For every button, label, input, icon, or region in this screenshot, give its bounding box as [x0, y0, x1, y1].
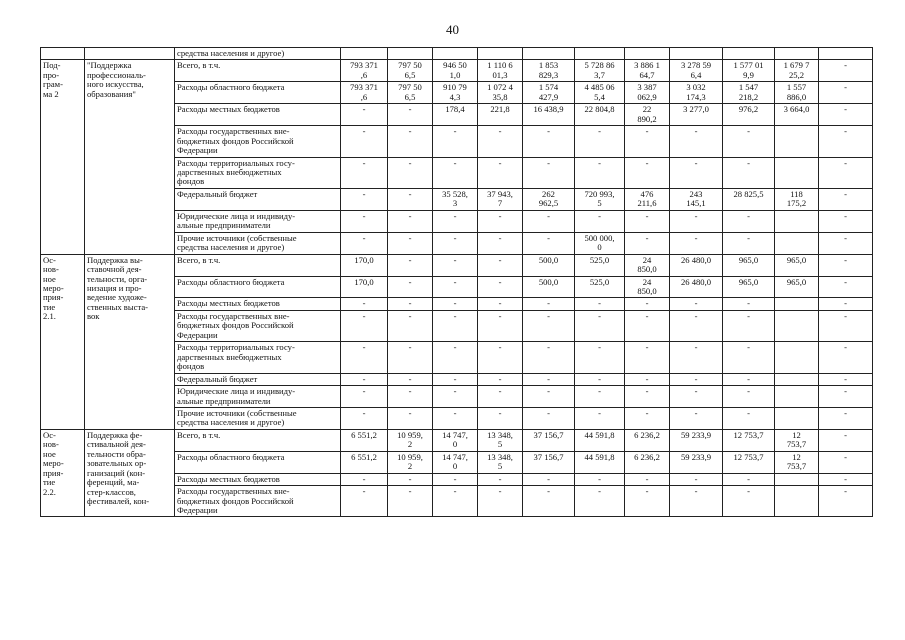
- amount-cell: 720 993, 5: [575, 188, 625, 210]
- amount-cell: -: [625, 157, 670, 188]
- amount-cell: 16 438,9: [523, 104, 575, 126]
- amount-cell: 3 278 59 6,4: [670, 60, 723, 82]
- amount-cell: -: [819, 407, 873, 429]
- amount-cell: -: [341, 386, 388, 408]
- amount-cell: [775, 407, 819, 429]
- amount-cell: -: [523, 310, 575, 341]
- amount-cell: 221,8: [478, 104, 523, 126]
- amount-cell: 1 110 6 01,3: [478, 60, 523, 82]
- amount-cell: -: [523, 407, 575, 429]
- amount-cell: -: [388, 298, 433, 310]
- amount-cell: -: [723, 232, 775, 254]
- amount-cell: -: [433, 373, 478, 385]
- table-row: [41, 429, 873, 451]
- amount-cell: -: [819, 104, 873, 126]
- amount-cell: -: [478, 232, 523, 254]
- amount-cell: -: [670, 310, 723, 341]
- amount-cell: 793 371 ,6: [341, 82, 388, 104]
- amount-cell: -: [388, 157, 433, 188]
- amount-cell: -: [670, 373, 723, 385]
- amount-cell: -: [575, 473, 625, 485]
- amount-cell: -: [670, 232, 723, 254]
- amount-cell: -: [478, 386, 523, 408]
- amount-cell: 12 753,7: [775, 429, 819, 451]
- amount-cell: 35 528, 3: [433, 188, 478, 210]
- amount-cell: -: [723, 486, 775, 517]
- amount-cell: -: [433, 473, 478, 485]
- amount-cell: -: [523, 342, 575, 373]
- amount-cell: 59 233,9: [670, 451, 723, 473]
- amount-cell: [775, 373, 819, 385]
- amount-cell: [575, 48, 625, 60]
- amount-cell: 44 591,8: [575, 451, 625, 473]
- amount-cell: 22 804,8: [575, 104, 625, 126]
- amount-cell: -: [819, 373, 873, 385]
- amount-cell: -: [523, 298, 575, 310]
- table-row: [41, 254, 873, 276]
- amount-cell: 797 50 6,5: [388, 82, 433, 104]
- program-code-cell: Ос- нов- ное меро- прия- тие 2.1.: [41, 254, 85, 429]
- amount-cell: [775, 126, 819, 157]
- amount-cell: -: [341, 486, 388, 517]
- amount-cell: 14 747, 0: [433, 429, 478, 451]
- program-name-cell: [85, 48, 175, 60]
- amount-cell: 118 175,2: [775, 188, 819, 210]
- amount-cell: [775, 232, 819, 254]
- amount-cell: -: [523, 373, 575, 385]
- funding-source-cell: Расходы местных бюджетов: [175, 298, 341, 310]
- table-row: [41, 60, 873, 82]
- amount-cell: 1 679 7 25,2: [775, 60, 819, 82]
- amount-cell: [775, 486, 819, 517]
- amount-cell: -: [341, 407, 388, 429]
- budget-table: [40, 47, 873, 517]
- amount-cell: -: [523, 473, 575, 485]
- amount-cell: -: [625, 126, 670, 157]
- amount-cell: -: [575, 298, 625, 310]
- amount-cell: 965,0: [723, 276, 775, 298]
- amount-cell: -: [388, 342, 433, 373]
- amount-cell: -: [625, 373, 670, 385]
- program-code-cell: Ос- нов- ное меро- прия- тие 2.2.: [41, 429, 85, 517]
- amount-cell: -: [575, 373, 625, 385]
- amount-cell: -: [433, 232, 478, 254]
- amount-cell: [523, 48, 575, 60]
- amount-cell: -: [723, 473, 775, 485]
- amount-cell: 500,0: [523, 254, 575, 276]
- amount-cell: 24 850,0: [625, 254, 670, 276]
- amount-cell: -: [478, 373, 523, 385]
- amount-cell: 965,0: [775, 254, 819, 276]
- amount-cell: -: [575, 407, 625, 429]
- amount-cell: [819, 48, 873, 60]
- amount-cell: -: [670, 407, 723, 429]
- amount-cell: 13 348, 5: [478, 451, 523, 473]
- amount-cell: -: [819, 157, 873, 188]
- amount-cell: -: [819, 232, 873, 254]
- amount-cell: -: [723, 386, 775, 408]
- amount-cell: -: [575, 157, 625, 188]
- program-code-cell: Под- про- грам- ма 2: [41, 60, 85, 254]
- amount-cell: -: [819, 310, 873, 341]
- amount-cell: [775, 473, 819, 485]
- amount-cell: 243 145,1: [670, 188, 723, 210]
- amount-cell: [775, 157, 819, 188]
- funding-source-cell: Юридические лица и индивиду- альные предприниматели: [175, 210, 341, 232]
- amount-cell: [433, 48, 478, 60]
- amount-cell: -: [523, 210, 575, 232]
- page-number: 40: [446, 22, 459, 37]
- amount-cell: 178,4: [433, 104, 478, 126]
- amount-cell: -: [341, 188, 388, 210]
- funding-source-cell: Расходы областного бюджета: [175, 82, 341, 104]
- amount-cell: -: [819, 188, 873, 210]
- funding-source-cell: Расходы государственных вне- бюджетных фондов Российской Федерации: [175, 310, 341, 341]
- amount-cell: -: [670, 157, 723, 188]
- amount-cell: -: [388, 276, 433, 298]
- funding-source-cell: Прочие источники (собственные средства населения и другое): [175, 407, 341, 429]
- amount-cell: -: [723, 310, 775, 341]
- amount-cell: -: [819, 451, 873, 473]
- amount-cell: -: [523, 157, 575, 188]
- amount-cell: -: [670, 342, 723, 373]
- amount-cell: 10 959, 2: [388, 451, 433, 473]
- amount-cell: -: [625, 342, 670, 373]
- amount-cell: -: [523, 386, 575, 408]
- amount-cell: -: [575, 386, 625, 408]
- amount-cell: -: [433, 298, 478, 310]
- amount-cell: -: [433, 157, 478, 188]
- amount-cell: -: [433, 210, 478, 232]
- amount-cell: 6 551,2: [341, 429, 388, 451]
- funding-source-cell: Всего, в т.ч.: [175, 60, 341, 82]
- amount-cell: -: [388, 407, 433, 429]
- program-code-cell: [41, 48, 85, 60]
- amount-cell: -: [341, 298, 388, 310]
- amount-cell: -: [625, 486, 670, 517]
- amount-cell: 37 943, 7: [478, 188, 523, 210]
- funding-source-cell: Расходы областного бюджета: [175, 451, 341, 473]
- amount-cell: -: [478, 210, 523, 232]
- amount-cell: -: [388, 188, 433, 210]
- amount-cell: 1 557 886,0: [775, 82, 819, 104]
- amount-cell: -: [625, 473, 670, 485]
- amount-cell: -: [670, 473, 723, 485]
- amount-cell: [388, 48, 433, 60]
- amount-cell: -: [433, 126, 478, 157]
- amount-cell: -: [433, 276, 478, 298]
- amount-cell: [775, 298, 819, 310]
- amount-cell: 44 591,8: [575, 429, 625, 451]
- amount-cell: 37 156,7: [523, 451, 575, 473]
- amount-cell: -: [819, 276, 873, 298]
- amount-cell: -: [670, 486, 723, 517]
- amount-cell: 476 211,6: [625, 188, 670, 210]
- amount-cell: [478, 48, 523, 60]
- table-row: [41, 48, 873, 60]
- amount-cell: -: [625, 310, 670, 341]
- amount-cell: [625, 48, 670, 60]
- amount-cell: -: [670, 386, 723, 408]
- funding-source-cell: Расходы территориальных госу- дарственных внебюджетных фондов: [175, 157, 341, 188]
- amount-cell: 1 853 829,3: [523, 60, 575, 82]
- program-name-cell: Поддержка фе- стивальной дея- тельности обра- зовательных ор- ганизаций (кон- ференций, ма- стер-классов, фестивалей, кон-: [85, 429, 175, 517]
- amount-cell: -: [478, 486, 523, 517]
- amount-cell: -: [819, 82, 873, 104]
- amount-cell: -: [819, 429, 873, 451]
- amount-cell: -: [819, 473, 873, 485]
- funding-source-cell: Расходы областного бюджета: [175, 276, 341, 298]
- amount-cell: -: [341, 473, 388, 485]
- amount-cell: -: [341, 157, 388, 188]
- amount-cell: -: [575, 310, 625, 341]
- amount-cell: -: [388, 126, 433, 157]
- amount-cell: -: [723, 342, 775, 373]
- amount-cell: -: [819, 210, 873, 232]
- amount-cell: -: [723, 157, 775, 188]
- amount-cell: -: [341, 232, 388, 254]
- amount-cell: 1 547 218,2: [723, 82, 775, 104]
- amount-cell: -: [723, 298, 775, 310]
- amount-cell: -: [433, 486, 478, 517]
- amount-cell: 26 480,0: [670, 254, 723, 276]
- amount-cell: -: [625, 386, 670, 408]
- amount-cell: 797 50 6,5: [388, 60, 433, 82]
- funding-source-cell: Расходы государственных вне- бюджетных фондов Российской Федерации: [175, 486, 341, 517]
- amount-cell: -: [388, 473, 433, 485]
- amount-cell: -: [819, 254, 873, 276]
- amount-cell: [670, 48, 723, 60]
- amount-cell: -: [575, 342, 625, 373]
- amount-cell: 1 574 427,9: [523, 82, 575, 104]
- amount-cell: 500,0: [523, 276, 575, 298]
- funding-source-cell: Расходы местных бюджетов: [175, 104, 341, 126]
- amount-cell: 793 371 ,6: [341, 60, 388, 82]
- amount-cell: -: [341, 126, 388, 157]
- amount-cell: -: [478, 310, 523, 341]
- amount-cell: 525,0: [575, 276, 625, 298]
- amount-cell: 500 000, 0: [575, 232, 625, 254]
- amount-cell: -: [478, 254, 523, 276]
- funding-source-cell: Расходы территориальных госу- дарственных внебюджетных фондов: [175, 342, 341, 373]
- amount-cell: [775, 342, 819, 373]
- funding-source-cell: Расходы государственных вне- бюджетных фондов Российской Федерации: [175, 126, 341, 157]
- funding-source-cell: Юридические лица и индивиду- альные предприниматели: [175, 386, 341, 408]
- amount-cell: 1 577 01 9,9: [723, 60, 775, 82]
- amount-cell: -: [723, 407, 775, 429]
- amount-cell: [723, 48, 775, 60]
- funding-source-cell: Федеральный бюджет: [175, 188, 341, 210]
- amount-cell: 24 850,0: [625, 276, 670, 298]
- amount-cell: 3 277,0: [670, 104, 723, 126]
- amount-cell: 910 79 4,3: [433, 82, 478, 104]
- amount-cell: 525,0: [575, 254, 625, 276]
- amount-cell: 262 962,5: [523, 188, 575, 210]
- table-body: [41, 48, 873, 517]
- amount-cell: 3 664,0: [775, 104, 819, 126]
- amount-cell: -: [819, 126, 873, 157]
- amount-cell: 26 480,0: [670, 276, 723, 298]
- amount-cell: -: [388, 486, 433, 517]
- amount-cell: -: [341, 104, 388, 126]
- amount-cell: 12 753,7: [775, 451, 819, 473]
- amount-cell: -: [388, 104, 433, 126]
- amount-cell: -: [478, 157, 523, 188]
- program-name-cell: "Поддержка профессиональ- ного искусства, образования": [85, 60, 175, 254]
- amount-cell: 170,0: [341, 276, 388, 298]
- amount-cell: 6 236,2: [625, 429, 670, 451]
- amount-cell: 13 348, 5: [478, 429, 523, 451]
- amount-cell: 3 886 1 64,7: [625, 60, 670, 82]
- amount-cell: [775, 310, 819, 341]
- program-name-cell: Поддержка вы- ставочной дея- тельности, орга- низация и про- ведение художе- ственных выста- вок: [85, 254, 175, 429]
- funding-source-cell: Федеральный бюджет: [175, 373, 341, 385]
- amount-cell: -: [388, 310, 433, 341]
- amount-cell: -: [575, 486, 625, 517]
- amount-cell: 976,2: [723, 104, 775, 126]
- amount-cell: -: [819, 486, 873, 517]
- amount-cell: -: [625, 210, 670, 232]
- amount-cell: 12 753,7: [723, 451, 775, 473]
- amount-cell: 3 387 062,9: [625, 82, 670, 104]
- amount-cell: 6 551,2: [341, 451, 388, 473]
- amount-cell: 3 032 174,3: [670, 82, 723, 104]
- amount-cell: -: [523, 126, 575, 157]
- amount-cell: -: [670, 298, 723, 310]
- amount-cell: -: [723, 126, 775, 157]
- amount-cell: -: [341, 342, 388, 373]
- amount-cell: -: [670, 210, 723, 232]
- amount-cell: 4 485 06 5,4: [575, 82, 625, 104]
- amount-cell: 170,0: [341, 254, 388, 276]
- amount-cell: 12 753,7: [723, 429, 775, 451]
- amount-cell: 28 825,5: [723, 188, 775, 210]
- amount-cell: -: [625, 407, 670, 429]
- amount-cell: -: [523, 232, 575, 254]
- amount-cell: [775, 48, 819, 60]
- amount-cell: -: [523, 486, 575, 517]
- amount-cell: [341, 48, 388, 60]
- funding-source-cell: Расходы местных бюджетов: [175, 473, 341, 485]
- amount-cell: [775, 210, 819, 232]
- amount-cell: -: [819, 386, 873, 408]
- amount-cell: -: [723, 210, 775, 232]
- funding-source-cell: Прочие источники (собственные средства населения и другое): [175, 232, 341, 254]
- amount-cell: 946 50 1,0: [433, 60, 478, 82]
- amount-cell: -: [723, 373, 775, 385]
- amount-cell: -: [433, 386, 478, 408]
- amount-cell: -: [819, 298, 873, 310]
- amount-cell: -: [478, 473, 523, 485]
- amount-cell: 6 236,2: [625, 451, 670, 473]
- amount-cell: 22 890,2: [625, 104, 670, 126]
- amount-cell: -: [478, 276, 523, 298]
- amount-cell: -: [575, 126, 625, 157]
- amount-cell: -: [670, 126, 723, 157]
- amount-cell: -: [341, 373, 388, 385]
- amount-cell: -: [341, 310, 388, 341]
- amount-cell: -: [625, 232, 670, 254]
- amount-cell: 14 747, 0: [433, 451, 478, 473]
- amount-cell: -: [388, 210, 433, 232]
- amount-cell: -: [478, 407, 523, 429]
- amount-cell: -: [478, 342, 523, 373]
- funding-source-cell: Всего, в т.ч.: [175, 254, 341, 276]
- amount-cell: -: [388, 254, 433, 276]
- amount-cell: -: [478, 298, 523, 310]
- amount-cell: 965,0: [775, 276, 819, 298]
- amount-cell: -: [575, 210, 625, 232]
- amount-cell: -: [625, 298, 670, 310]
- amount-cell: -: [819, 342, 873, 373]
- amount-cell: 1 072 4 35,8: [478, 82, 523, 104]
- amount-cell: -: [341, 210, 388, 232]
- amount-cell: 37 156,7: [523, 429, 575, 451]
- amount-cell: [775, 386, 819, 408]
- amount-cell: -: [433, 342, 478, 373]
- amount-cell: -: [388, 232, 433, 254]
- amount-cell: -: [433, 310, 478, 341]
- funding-source-cell: средства населения и другое): [175, 48, 341, 60]
- amount-cell: 965,0: [723, 254, 775, 276]
- amount-cell: -: [388, 373, 433, 385]
- amount-cell: 59 233,9: [670, 429, 723, 451]
- amount-cell: -: [433, 407, 478, 429]
- amount-cell: 5 728 86 3,7: [575, 60, 625, 82]
- amount-cell: -: [388, 386, 433, 408]
- amount-cell: -: [478, 126, 523, 157]
- funding-source-cell: Всего, в т.ч.: [175, 429, 341, 451]
- amount-cell: 10 959, 2: [388, 429, 433, 451]
- amount-cell: -: [819, 60, 873, 82]
- amount-cell: -: [433, 254, 478, 276]
